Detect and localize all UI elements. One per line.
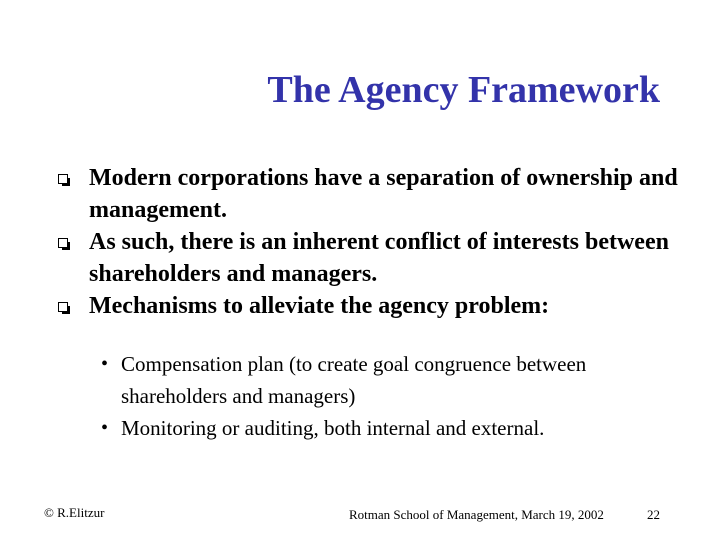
sub-bullet-item: [101, 412, 681, 444]
hollow-square-bullet-icon: [58, 174, 68, 184]
footer-author: © R.Elitzur: [44, 505, 105, 520]
bullet-text: Mechanisms to alleviate the agency problem:: [89, 293, 550, 319]
sub-bullet-text: Compensation plan (to create goal congruence between shareholders and managers): [121, 352, 587, 408]
slide-title: The Agency Framework: [267, 69, 660, 111]
hollow-square-bullet-icon: [58, 238, 68, 248]
sub-bullet-text: Monitoring or auditing, both internal and external.: [121, 416, 545, 440]
bullet-list: [58, 162, 678, 322]
page-number: 22: [647, 507, 660, 522]
bullet-item: [58, 290, 678, 322]
round-bullet-icon: •: [101, 417, 109, 439]
bullet-item: [58, 226, 678, 290]
bullet-text: Modern corporations have a separation of ownership and management.: [89, 165, 678, 223]
footer-source: Rotman School of Management, March 19, 2002: [349, 507, 604, 522]
bullet-item: [58, 162, 678, 226]
sub-bullet-list: [101, 348, 681, 444]
round-bullet-icon: •: [101, 353, 109, 375]
sub-bullet-item: [101, 348, 681, 412]
hollow-square-bullet-icon: [58, 302, 68, 312]
bullet-text: As such, there is an inherent conflict of interests between shareholders and managers.: [89, 229, 669, 287]
